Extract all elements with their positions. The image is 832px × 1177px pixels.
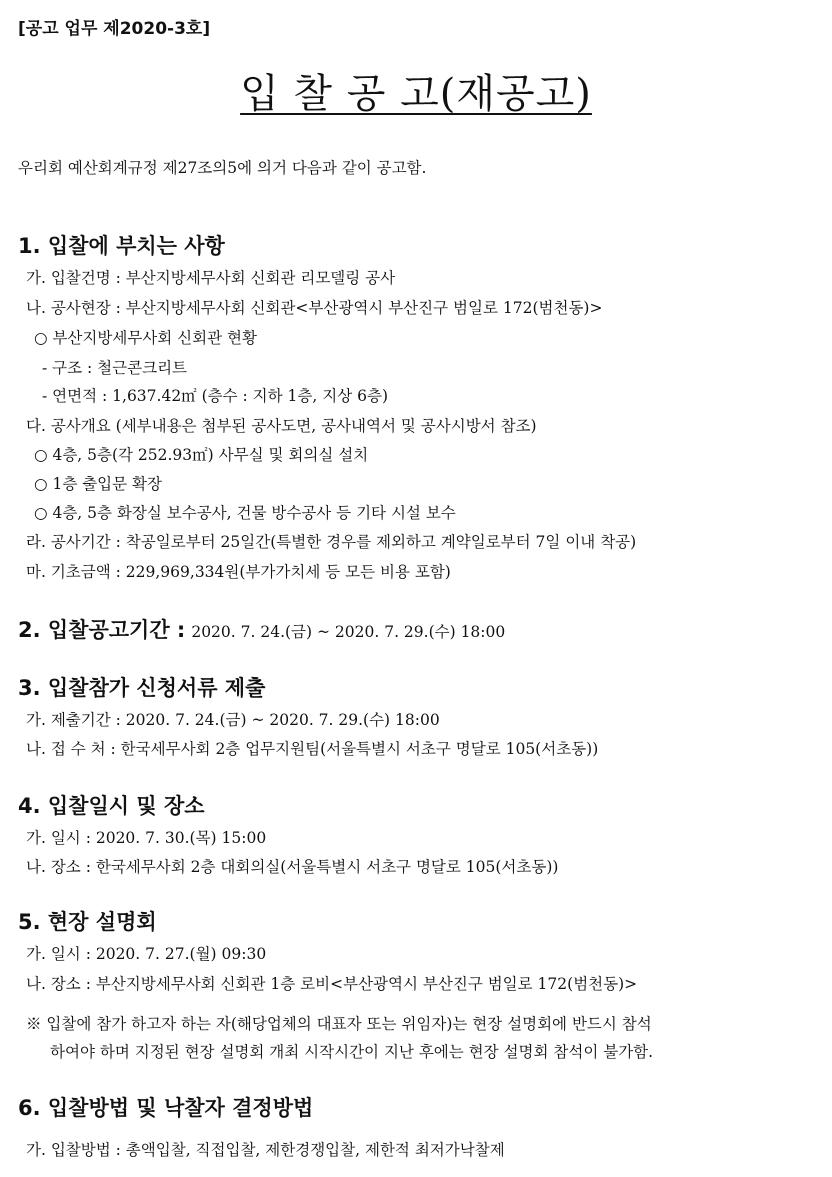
s4-item-a: 가. 일시 : 2020. 7. 30.(목) 15:00 bbox=[26, 829, 267, 847]
s5-item-a: 가. 일시 : 2020. 7. 27.(월) 09:30 bbox=[26, 945, 267, 963]
s1-item-c: 다. 공사개요 (세부내용은 첨부된 공사도면, 공사내역서 및 공사시방서 참조) bbox=[26, 417, 537, 435]
s1-item-a: 가. 입찰건명 : 부산지방세무사회 신회관 리모델링 공사 bbox=[26, 269, 396, 287]
s3-item-b: 나. 접 수 처 : 한국세무사회 2층 업무지원팀(서울특별시 서초구 명달로 105(서초동)) bbox=[26, 740, 599, 758]
s1-item-c3: ○ 4층, 5층 화장실 보수공사, 건물 방수공사 등 기타 시설 보수 bbox=[34, 504, 456, 522]
section-2-value: 2020. 7. 24.(금) ~ 2020. 7. 29.(수) 18:00 bbox=[191, 623, 506, 641]
section-2-heading bbox=[18, 614, 505, 644]
page-title: 입 찰 공 고(재공고) bbox=[240, 71, 592, 117]
s4-item-b: 나. 장소 : 한국세무사회 2층 대회의실(서울특별시 서초구 명달로 105(서초동)) bbox=[26, 858, 559, 876]
s1-item-d: 라. 공사기간 : 착공일로부터 25일간(특별한 경우를 제외하고 계약일로부터 7일 이내 착공) bbox=[26, 533, 637, 551]
s1-item-b3: - 연면적 : 1,637.42㎡ (층수 : 지하 1층, 지상 6층) bbox=[42, 387, 388, 405]
s6-item-a: 가. 입찰방법 : 총액입찰, 직접입찰, 제한경쟁입찰, 제한적 최저가낙찰제 bbox=[26, 1141, 505, 1159]
s3-item-a: 가. 제출기간 : 2020. 7. 24.(금) ~ 2020. 7. 29.(수) 18:00 bbox=[26, 711, 440, 729]
s5-note-line-2: 하여야 하며 지정된 현장 설명회 개최 시작시간이 지난 후에는 현장 설명회 참석이 불가함. bbox=[50, 1043, 654, 1061]
s1-item-b1: ○ 부산지방세무사회 신회관 현황 bbox=[34, 329, 257, 347]
s5-item-b: 나. 장소 : 부산지방세무사회 신회관 1층 로비<부산광역시 부산진구 범일로 172(범천동)> bbox=[26, 975, 638, 993]
s5-note-line-1: ※ 입찰에 참가 하고자 하는 자(해당업체의 대표자 또는 위임자)는 현장 설명회에 반드시 참석 bbox=[26, 1015, 652, 1033]
section-1-heading: 1. 입찰에 부치는 사항 bbox=[18, 234, 225, 258]
section-6-heading: 6. 입찰방법 및 낙찰자 결정방법 bbox=[18, 1096, 314, 1120]
s1-item-b2: - 구조 : 철근콘크리트 bbox=[42, 359, 188, 377]
section-2-title: 2. 입찰공고기간 : bbox=[18, 618, 186, 642]
section-3-heading: 3. 입찰참가 신청서류 제출 bbox=[18, 676, 266, 700]
s1-item-b: 나. 공사현장 : 부산지방세무사회 신회관<부산광역시 부산진구 범일로 172(범천동)> bbox=[26, 299, 603, 317]
intro-text: 우리회 예산회계규정 제27조의5에 의거 다음과 같이 공고함. bbox=[18, 159, 427, 177]
s1-item-e: 마. 기초금액 : 229,969,334원(부가가치세 등 모든 비용 포함) bbox=[26, 563, 451, 581]
section-5-heading: 5. 현장 설명회 bbox=[18, 910, 157, 934]
s1-item-c1: ○ 4층, 5층(각 252.93㎡) 사무실 및 회의실 설치 bbox=[34, 446, 369, 464]
notice-reference-number: [공고 업무 제2020-3호] bbox=[18, 19, 211, 39]
section-4-heading: 4. 입찰일시 및 장소 bbox=[18, 794, 205, 818]
s1-item-c2: ○ 1층 출입문 확장 bbox=[34, 475, 163, 493]
